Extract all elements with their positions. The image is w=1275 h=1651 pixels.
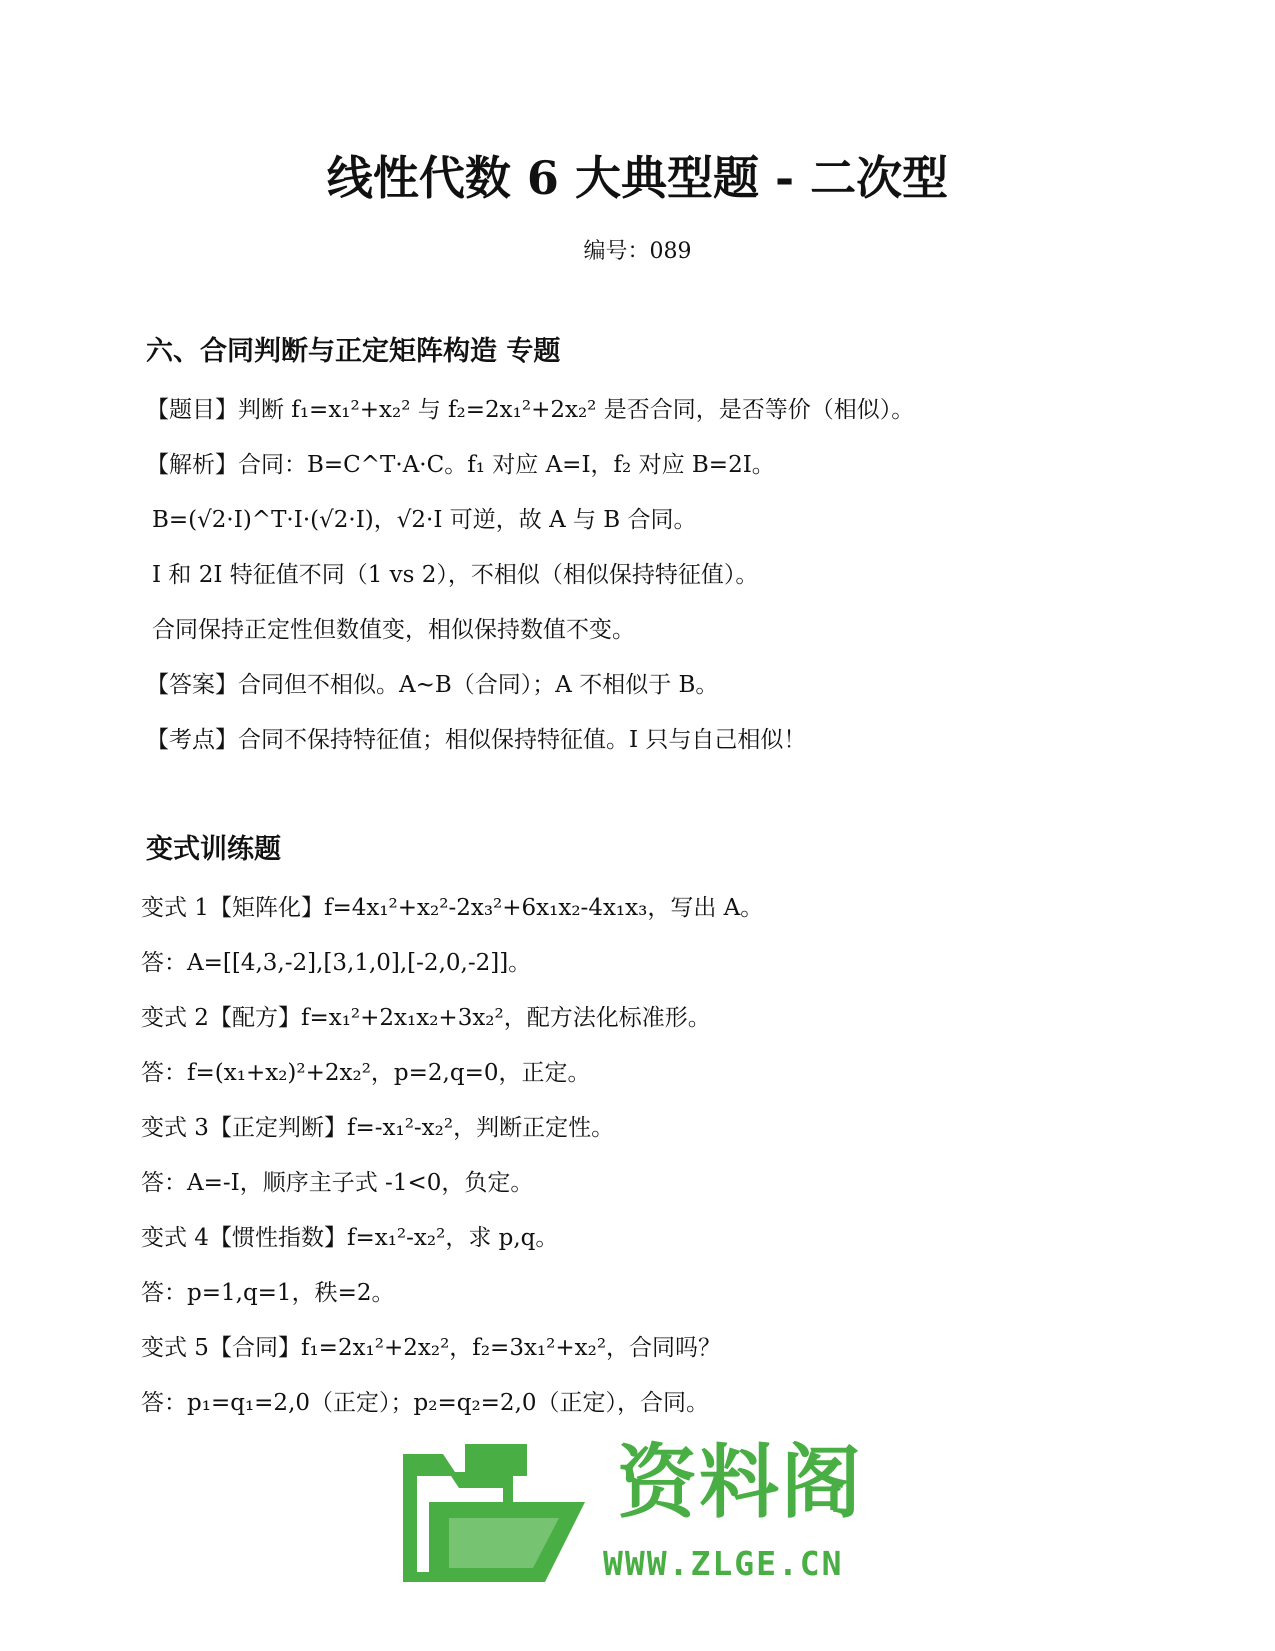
- variant-4-answer: 答：p=1,q=1，秩=2。: [141, 1280, 395, 1306]
- variant-3-answer: 答：A=-I，顺序主子式 -1<0，负定。: [141, 1170, 534, 1196]
- folder-book-icon: [395, 1432, 595, 1592]
- analysis-line-1: 【解析】合同：B=C^T·A·C。f₁ 对应 A=I，f₂ 对应 B=2I。: [146, 452, 775, 478]
- key-point-line: 【考点】合同不保持特征值；相似保持特征值。I 只与自己相似！: [146, 727, 807, 753]
- variant-2: 变式 2【配方】f=x₁²+2x₁x₂+3x₂²，配方法化标准形。: [141, 1005, 711, 1031]
- analysis-line-4: 合同保持正定性但数值变，相似保持数值不变。: [152, 617, 635, 643]
- variant-5-answer: 答：p₁=q₁=2,0（正定）；p₂=q₂=2,0（正定），合同。: [141, 1390, 710, 1416]
- section-heading-congruence: 六、合同判断与正定矩阵构造 专题: [146, 336, 561, 367]
- answer-line: 【答案】合同但不相似。A~B（合同）；A 不相似于 B。: [146, 672, 719, 698]
- variant-5: 变式 5【合同】f₁=2x₁²+2x₂²，f₂=3x₁²+x₂²，合同吗？: [141, 1335, 722, 1361]
- variant-1: 变式 1【矩阵化】f=4x₁²+x₂²-2x₃²+6x₁x₂-4x₁x₃，写出 A。: [141, 895, 764, 921]
- analysis-line-2: B=(√2·I)^T·I·(√2·I)，√2·I 可逆，故 A 与 B 合同。: [152, 507, 697, 533]
- variant-3: 变式 3【正定判断】f=-x₁²-x₂²，判断正定性。: [141, 1115, 615, 1141]
- variant-4: 变式 4【惯性指数】f=x₁²-x₂²，求 p,q。: [141, 1225, 559, 1251]
- document-code: 编号：089: [583, 239, 692, 264]
- variant-1-answer: 答：A=[[4,3,-2],[3,1,0],[-2,0,-2]]。: [141, 950, 532, 976]
- variant-2-answer: 答：f=(x₁+x₂)²+2x₂²，p=2,q=0，正定。: [141, 1060, 591, 1086]
- watermark-logo: [395, 1432, 865, 1592]
- section-heading-variants: 变式训练题: [146, 834, 281, 865]
- watermark-url: WWW.ZLGE.CN: [603, 1544, 844, 1583]
- watermark-name: 资料阁: [617, 1436, 863, 1529]
- document-title: 线性代数 6 大典型题 - 二次型: [326, 151, 949, 205]
- problem-statement: 【题目】判断 f₁=x₁²+x₂² 与 f₂=2x₁²+2x₂² 是否合同，是否等价（相似）。: [146, 397, 915, 423]
- analysis-line-3: I 和 2I 特征值不同（1 vs 2），不相似（相似保持特征值）。: [152, 562, 759, 588]
